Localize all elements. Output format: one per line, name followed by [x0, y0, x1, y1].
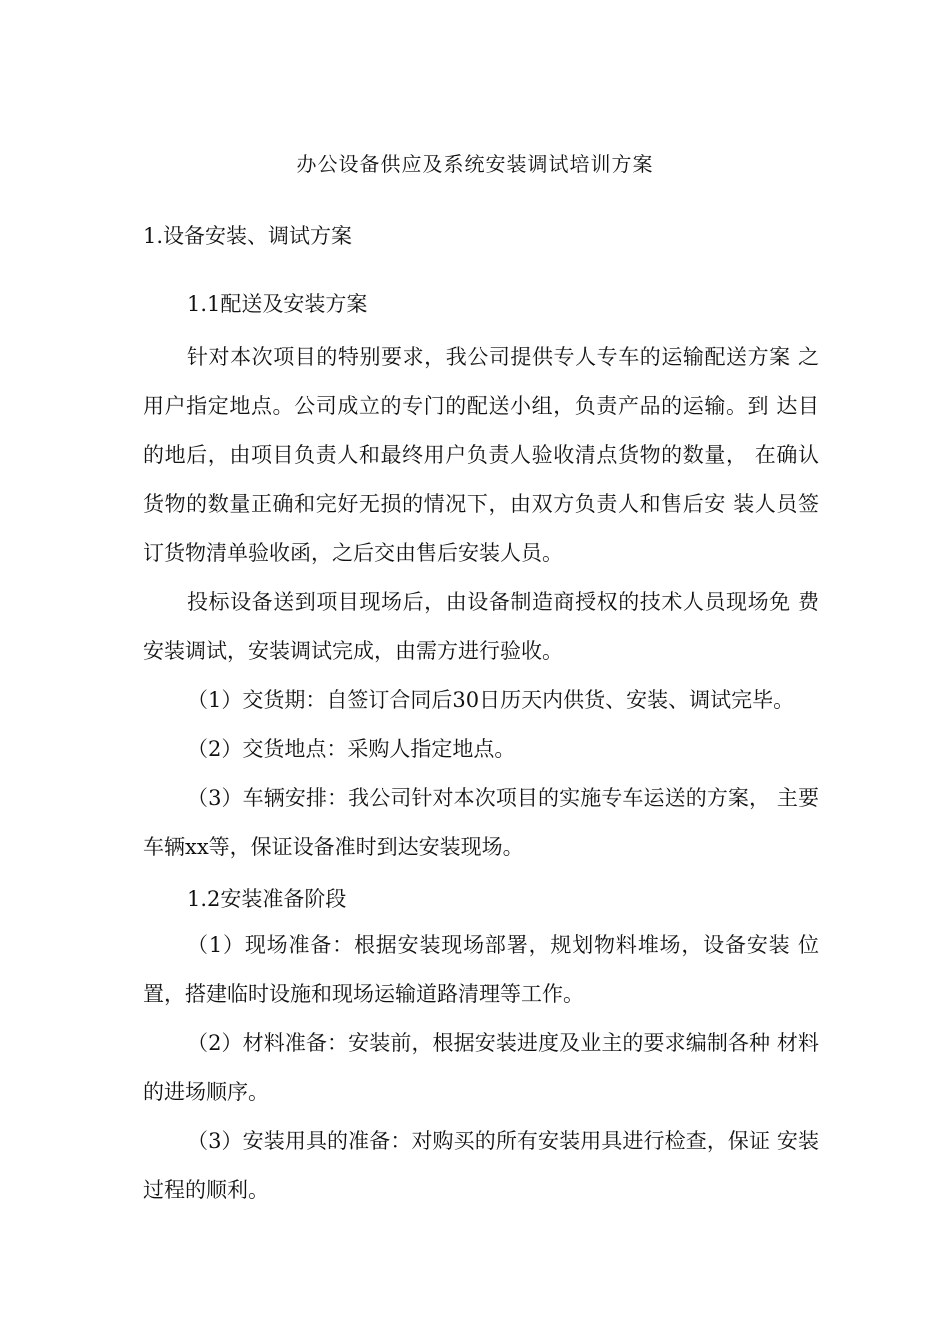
list-item-material-preparation: （2）材料准备：安装前，根据安装进度及业主的要求编制各种 材料的进场顺序。 [143, 1031, 819, 1104]
list-item-delivery-period: （1）交货期：自签订合同后30日历天内供货、安装、调试完毕。 [187, 688, 795, 712]
paragraph-installation-debug: 投标设备送到项目现场后，由设备制造商授权的技术人员现场免 费安装调试，安装调试完成，由需方进行验收。 [143, 590, 819, 663]
list-item-delivery-location: （2）交货地点：采购人指定地点。 [187, 737, 516, 761]
document-title: 办公设备供应及系统安装调试培训方案 [296, 152, 654, 176]
paragraph-delivery-plan: 针对本次项目的特别要求，我公司提供专人专车的运输配送方案 之用户指定地点。公司成立的专门的配送小组，负责产品的运输。到 达目的地后，由项目负责人和最终用户负责人验收清点货物的数量， 在确认货物的数量正确和完好无损的情况下，由双方负责人和售后安 装人员签订货物清单验收函，之后交由售后安装人员。 [143, 345, 819, 565]
list-item-vehicle-arrangement: （3）车辆安排：我公司针对本次项目的实施专车运送的方案， 主要车辆xx等，保证设备准时到达安装现场。 [143, 786, 819, 859]
subsection-heading-1-2: 1.2安装准备阶段 [187, 887, 347, 911]
list-item-site-preparation: （1）现场准备：根据安装现场部署，规划物料堆场，设备安装 位置，搭建临时设施和现场运输道路清理等工作。 [143, 933, 819, 1006]
list-item-tool-preparation: （3）安装用具的准备：对购买的所有安装用具进行检查，保证 安装过程的顺利。 [143, 1129, 819, 1202]
section-heading-1: 1.设备安装、调试方案 [143, 224, 353, 248]
subsection-heading-1-1: 1.1配送及安装方案 [187, 292, 368, 316]
